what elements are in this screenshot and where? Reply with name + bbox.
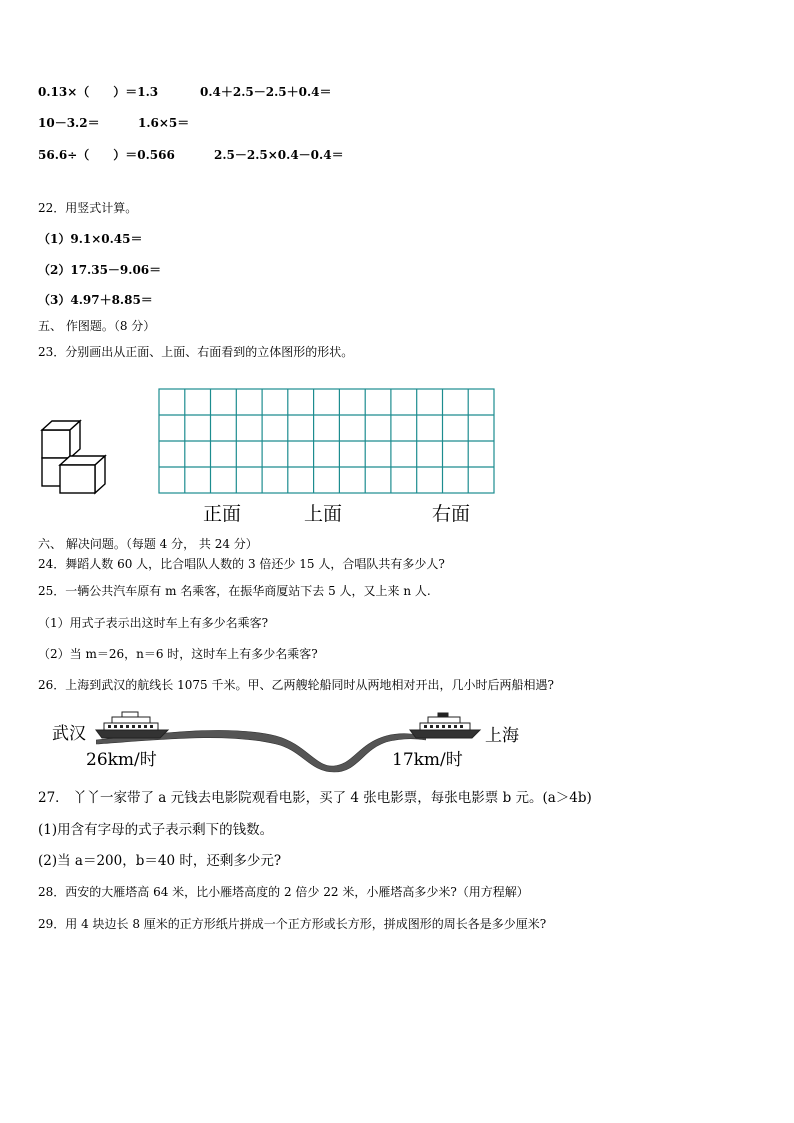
q23-title: 23．分别画出从正面、上面、右面看到的立体图形的形状。 xyxy=(38,345,354,359)
q22-part3: （3）4.97＋8.85＝ xyxy=(38,293,153,307)
label-front: 正面 xyxy=(203,503,242,525)
label-top: 上面 xyxy=(304,503,343,525)
q25-title: 25．一辆公共汽车原有 m 名乘客，在振华商厦站下去 5 人，又上来 n 人. xyxy=(38,584,431,598)
calc-row2-left: 10－3.2＝ xyxy=(38,116,100,130)
q28-text: 28．西安的大雁塔高 64 米，比小雁塔高度的 2 倍少 22 米，小雁塔高多少米?（用方程解） xyxy=(38,885,529,899)
left-city-label: 武汉 xyxy=(52,724,86,744)
right-city-label: 上海 xyxy=(485,726,519,746)
calc-row3-right: 2.5－2.5×0.4－0.4＝ xyxy=(214,148,344,162)
q25-part2: （2）当 m＝26，n＝6 时，这时车上有多少名乘客? xyxy=(38,647,318,661)
calc-row1-left: 0.13×（ ）＝1.3 xyxy=(38,85,159,99)
q27-part2: (2)当 a＝200，b＝40 时，还剩多少元? xyxy=(38,853,282,869)
q24-text: 24．舞蹈人数 60 人，比合唱队人数的 3 倍还少 15 人，合唱队共有多少人? xyxy=(38,557,445,571)
q29-text: 29．用 4 块边长 8 厘米的正方形纸片拼成一个正方形或长方形，拼成图形的周长各是多少厘米? xyxy=(38,917,547,931)
right-speed-label: 17km/时 xyxy=(392,750,463,770)
section5-heading: 五、 作图题。（8 分） xyxy=(38,319,156,333)
label-right: 右面 xyxy=(432,503,471,525)
calc-row1-right: 0.4＋2.5－2.5＋0.4＝ xyxy=(200,85,332,99)
calc-row3-left: 56.6÷（ ）＝0.566 xyxy=(38,148,175,162)
q22-part1: （1）9.1×0.45＝ xyxy=(38,232,143,246)
cube-figure xyxy=(38,418,110,496)
q26-title: 26．上海到武汉的航线长 1075 千米。甲、乙两艘轮船同时从两地相对开出，几小时后两船相遇? xyxy=(38,678,554,692)
section6-heading: 六、 解决问题。（每题 4 分， 共 24 分） xyxy=(38,537,258,551)
q25-part1: （1）用式子表示出这时车上有多少名乘客? xyxy=(38,616,269,630)
left-speed-label: 26km/时 xyxy=(86,750,157,770)
q27-part1: (1)用含有字母的式子表示剩下的钱数。 xyxy=(38,822,274,838)
q22-part2: （2）17.35－9.06＝ xyxy=(38,263,162,277)
drawing-grid[interactable] xyxy=(158,388,496,495)
q22-title: 22．用竖式计算。 xyxy=(38,201,138,215)
ship-left-icon xyxy=(94,710,170,740)
calc-row2-right: 1.6×5＝ xyxy=(138,116,190,130)
ship-right-icon xyxy=(408,712,482,740)
q27-title: 27． 丫丫一家带了 a 元钱去电影院观看电影，买了 4 张电影票，每张电影票 b 元。(a＞4b) xyxy=(38,790,592,806)
